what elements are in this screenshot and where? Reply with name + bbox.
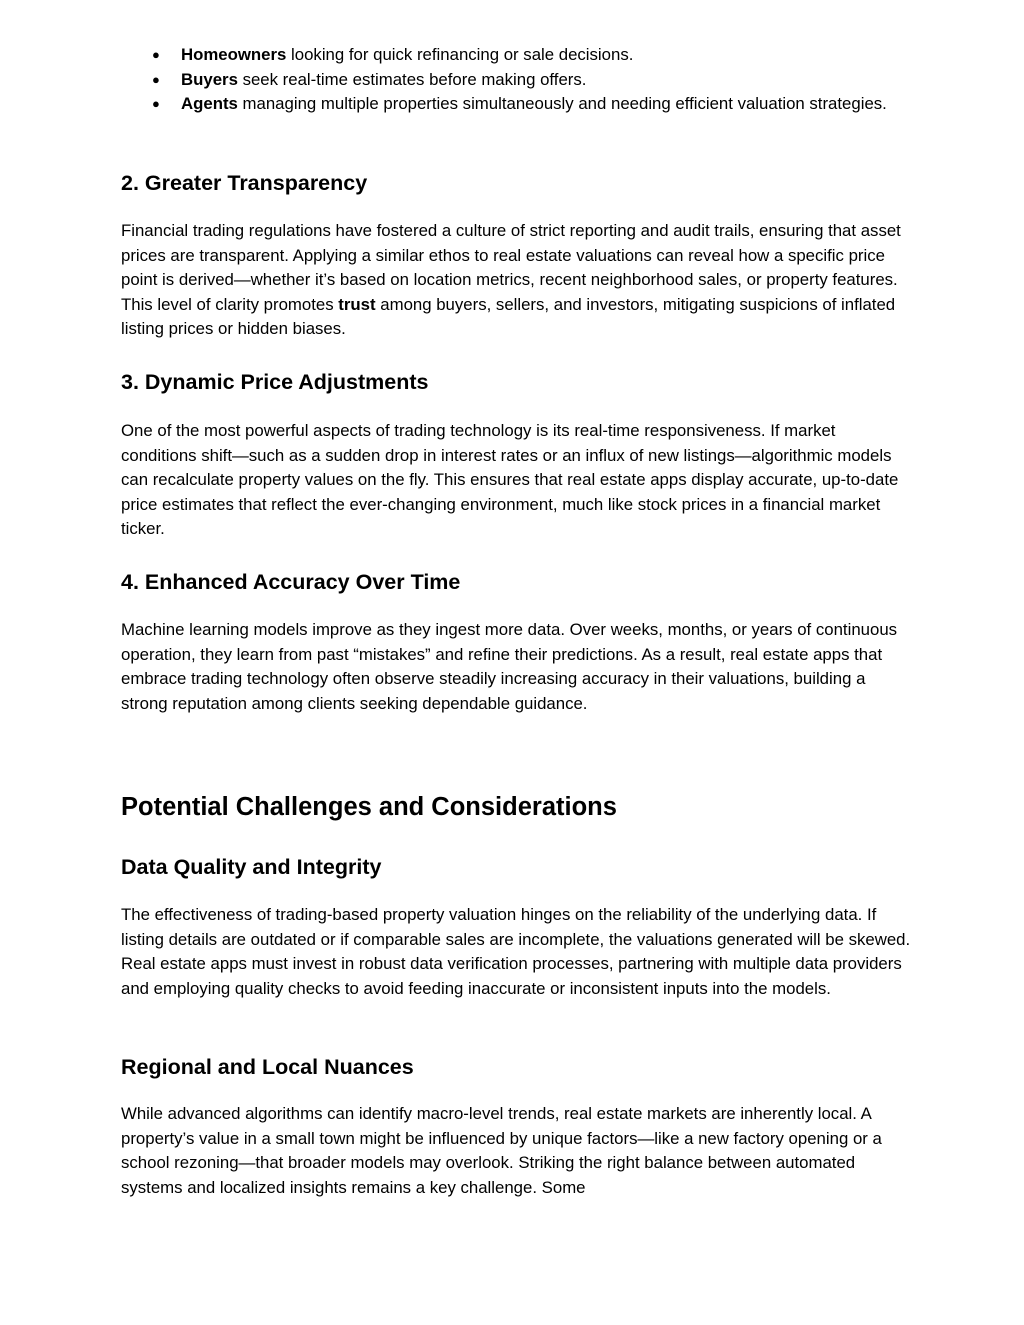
list-item [121,68,911,93]
list-item [121,92,911,117]
section-body-regional: While advanced algorithms can identify macro-level trends, real estate markets are inherently local. A property’s value in a small town might be influenced by unique factors—like a new factory opening or a school rezoning—that broader models may overlook. Striking the right balance between automated systems and localized insights remains a key challenge. Some [121,1104,882,1197]
bullet-bold-term: Buyers [181,69,238,89]
bullet-bold-term: Agents [181,94,238,113]
bullet-text: looking for quick refinancing or sale decisions. [286,45,634,64]
list-item [121,43,911,68]
bullet-bold-term: Homeowners [181,45,287,64]
bullet-icon: ● [152,71,160,87]
section-heading-transparency: 2. Greater Transparency [121,171,368,195]
section-body-data-quality: The effectiveness of trading-based property valuation hinges on the reliability of the underlying data. If listing details are outdated or if comparable sales are incomplete, the valuations generated will be skewed. Real estate apps must invest in robust data verification processes, partnering with multiple data providers and employing quality checks to avoid feeding inaccurate or inconsistent inputs into the models. [121,905,911,998]
section-body-transparency: Financial trading regulations have fostered a culture of strict reporting and audit trails, ensuring that asset prices are transparent. Applying a similar ethos to real estate valuations can reveal how a specific price point is derived—whether it’s based on location metrics, recent neighborhood sales, or property features. This level of clarity promotes trust among buyers, sellers, and investors, mitigating suspicions of inflated listing prices or hidden biases. [121,221,901,338]
section-heading-accuracy: 4. Enhanced Accuracy Over Time [121,570,461,594]
section-body-accuracy: Machine learning models improve as they ingest more data. Over weeks, months, or years of continuous operation, they learn from past “mistakes” and refine their predictions. As a result, real estate apps that embrace trading technology often observe steadily increasing accuracy in their valuations, building a strong reputation among clients seeking dependable guidance. [121,620,898,713]
section-heading-data-quality: Data Quality and Integrity [121,855,382,879]
chapter-heading-challenges: Potential Challenges and Considerations [121,793,617,821]
bullet-icon: ● [152,47,160,62]
section-body-dynamic: One of the most powerful aspects of trading technology is its real-time responsiveness. If market conditions shift—such as a sudden drop in interest rates or an influx of new listings—algorithmic models can recalculate property values on the fly. This ensures that real estate apps display accurate, up-to-date price estimates that reflect the ever-changing environment, much like stock prices in a financial market ticker. [121,421,899,538]
audience-bullet-list [121,43,911,117]
section-heading-regional: Regional and Local Nuances [121,1055,414,1079]
bullet-text: managing multiple properties simultaneously and needing efficient valuation strategies. [237,94,887,113]
bullet-text: seek real-time estimates before making offers. [237,69,587,89]
emphasis-trust: trust [338,294,376,314]
bullet-icon: ● [152,96,160,111]
section-heading-dynamic: 3. Dynamic Price Adjustments [121,370,429,394]
